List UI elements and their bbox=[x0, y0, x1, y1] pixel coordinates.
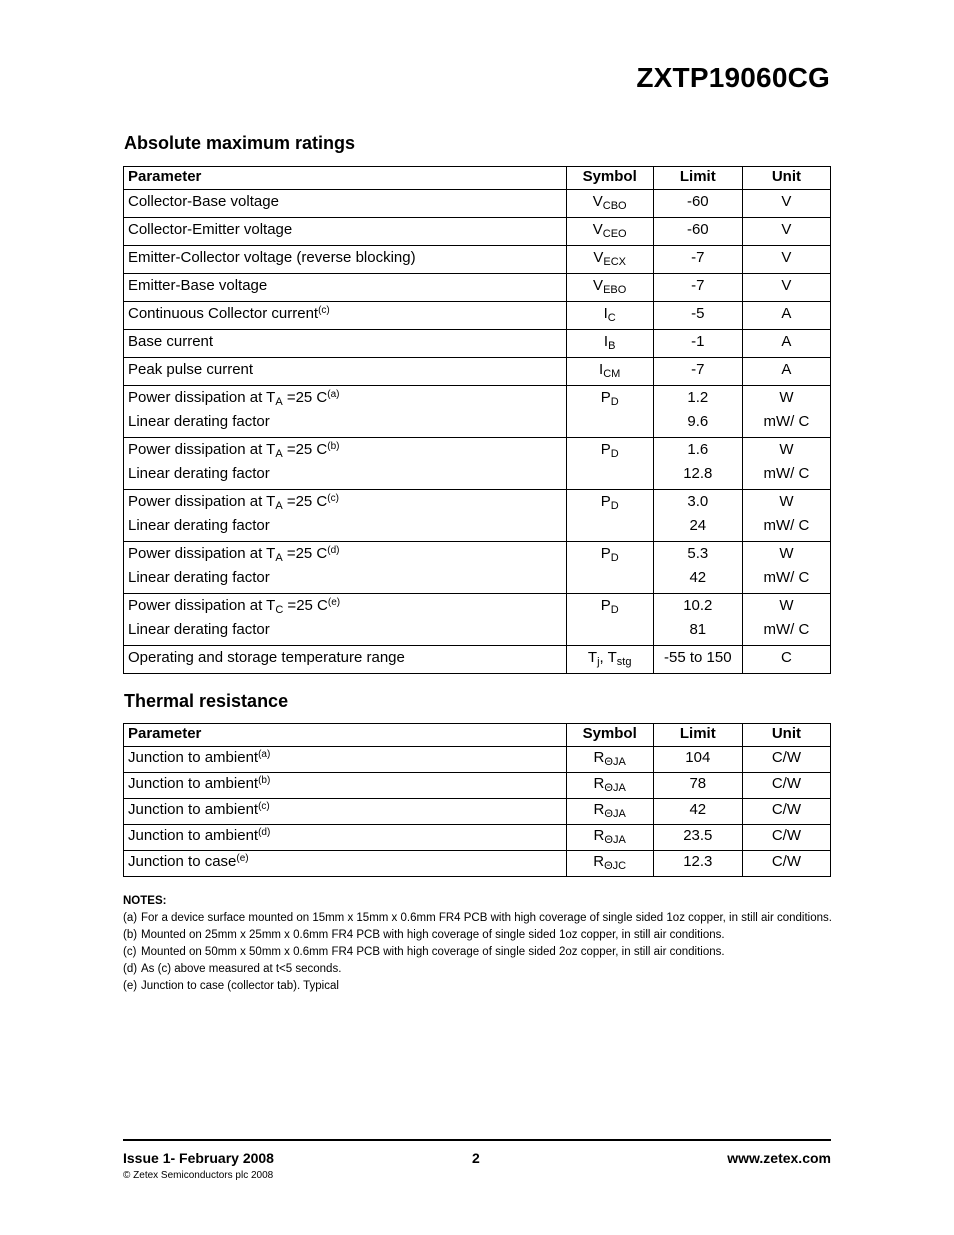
col-header-limit: Limit bbox=[653, 167, 742, 190]
symbol-subscript: B bbox=[608, 340, 616, 352]
unit-cell: A bbox=[742, 330, 830, 358]
limit-cell: -5 bbox=[653, 302, 742, 330]
param-text: Junction to ambient bbox=[128, 827, 259, 844]
unit-cell: C/W bbox=[742, 747, 830, 773]
unit-cell: C/W bbox=[742, 773, 830, 799]
param-cell bbox=[124, 542, 567, 594]
symbol-text: I bbox=[603, 305, 608, 322]
symbol-cell bbox=[566, 773, 653, 799]
param-cell bbox=[124, 386, 567, 438]
derating-param-line: Linear derating factor bbox=[128, 413, 270, 430]
limit-cell: 78 bbox=[653, 773, 742, 799]
limit-value: 9.6 bbox=[687, 413, 709, 430]
symbol-subscript: D bbox=[610, 500, 619, 512]
abs-max-title: Absolute maximum ratings bbox=[124, 133, 356, 153]
symbol-cell bbox=[566, 851, 653, 877]
symbol-subscript: D bbox=[610, 604, 619, 616]
symbol-text: I bbox=[599, 361, 604, 378]
param-cell bbox=[124, 851, 567, 877]
unit-cell: C/W bbox=[742, 799, 830, 825]
symbol-text: V bbox=[592, 221, 603, 238]
table-row bbox=[124, 646, 831, 674]
table-row bbox=[124, 773, 831, 799]
symbol-text: T bbox=[587, 649, 598, 666]
symbol-cell bbox=[566, 594, 653, 646]
symbol-cell bbox=[566, 799, 653, 825]
param-text: Junction to case bbox=[128, 853, 237, 870]
limit-cell: -7 bbox=[653, 246, 742, 274]
param-subscript: A bbox=[275, 448, 283, 460]
note-text: Junction to case (collector tab). Typical bbox=[141, 980, 339, 992]
param-text: Junction to ambient bbox=[128, 749, 259, 766]
symbol-subscript: ΘJA bbox=[604, 756, 626, 768]
limit-cell: -55 to 150 bbox=[653, 646, 742, 674]
abs-max-table bbox=[123, 166, 831, 674]
table-row bbox=[124, 386, 831, 438]
param-text: Emitter-Collector voltage (reverse blocking) bbox=[128, 249, 416, 266]
copyright-text: © Zetex Semiconductors plc 2008 bbox=[123, 1170, 274, 1181]
symbol-subscript: C bbox=[607, 312, 616, 324]
unit-cell bbox=[742, 542, 830, 594]
param-cell bbox=[124, 302, 567, 330]
limit-cell: -7 bbox=[653, 358, 742, 386]
symbol-cell bbox=[566, 274, 653, 302]
symbol-cell bbox=[566, 190, 653, 218]
unit-value: mW/ C bbox=[763, 517, 810, 534]
limit-cell bbox=[653, 542, 742, 594]
issue-date: Issue 1- February 2008 bbox=[123, 1150, 274, 1166]
table-row bbox=[124, 190, 831, 218]
param-cell: Operating and storage temperature range bbox=[124, 646, 567, 674]
power-param-line bbox=[128, 490, 562, 514]
power-param-line bbox=[128, 438, 562, 462]
table-header-row bbox=[124, 724, 831, 747]
notes-heading: NOTES: bbox=[123, 895, 167, 907]
limit-value: 1.2 bbox=[687, 389, 709, 406]
col-header-unit: Unit bbox=[742, 167, 830, 190]
unit-value: W bbox=[779, 493, 794, 510]
param-text: =25 C bbox=[282, 493, 328, 510]
symbol-text: V bbox=[593, 249, 604, 266]
unit-cell: A bbox=[742, 302, 830, 330]
param-text: Collector-Emitter voltage bbox=[128, 221, 293, 238]
limit-cell bbox=[653, 438, 742, 490]
note-ref: (c) bbox=[318, 305, 330, 316]
col-header-limit: Limit bbox=[653, 724, 742, 747]
symbol-text: P bbox=[600, 493, 611, 510]
param-cell bbox=[124, 747, 567, 773]
symbol-subscript: ΘJA bbox=[604, 782, 626, 794]
note-text: As (c) above measured at t<5 seconds. bbox=[141, 963, 342, 975]
limit-value: 24 bbox=[689, 517, 707, 534]
symbol-text: R bbox=[593, 801, 605, 818]
param-text: =25 C bbox=[283, 597, 328, 614]
param-text: Power dissipation at T bbox=[128, 389, 276, 406]
note-tag: (c) bbox=[123, 946, 137, 958]
symbol-cell bbox=[566, 646, 653, 674]
note-ref: (b) bbox=[327, 441, 340, 452]
param-subscript: C bbox=[275, 604, 284, 616]
symbol-subscript: ECX bbox=[603, 256, 626, 268]
unit-value: mW/ C bbox=[763, 413, 810, 430]
table-row bbox=[124, 438, 831, 490]
power-param-line bbox=[128, 542, 562, 566]
symbol-subscript: ΘJA bbox=[604, 808, 626, 820]
unit-value: W bbox=[779, 545, 794, 562]
param-text: Peak pulse current bbox=[128, 361, 254, 378]
param-subscript: A bbox=[275, 396, 283, 408]
symbol-text: V bbox=[592, 193, 603, 210]
unit-value: W bbox=[779, 441, 794, 458]
param-cell bbox=[124, 490, 567, 542]
symbol-cell bbox=[566, 330, 653, 358]
symbol-cell bbox=[566, 825, 653, 851]
website-link[interactable]: www.zetex.com bbox=[727, 1150, 831, 1166]
col-header-parameter: Parameter bbox=[124, 724, 567, 747]
param-subscript: A bbox=[275, 500, 283, 512]
param-cell bbox=[124, 594, 567, 646]
notes-section bbox=[123, 893, 833, 995]
note-ref: (c) bbox=[327, 493, 339, 504]
limit-cell: -60 bbox=[653, 218, 742, 246]
symbol-text: P bbox=[600, 441, 611, 458]
param-cell bbox=[124, 330, 567, 358]
param-text: Power dissipation at T bbox=[128, 597, 276, 614]
note-item bbox=[123, 961, 833, 978]
symbol-text: P bbox=[600, 545, 611, 562]
note-ref: (a) bbox=[327, 389, 340, 400]
derating-param-line: Linear derating factor bbox=[128, 517, 270, 534]
limit-value: 81 bbox=[689, 621, 707, 638]
limit-value: 42 bbox=[689, 569, 707, 586]
unit-cell bbox=[742, 594, 830, 646]
table-row bbox=[124, 246, 831, 274]
symbol-subscript: ΘJC bbox=[604, 860, 627, 872]
symbol-cell bbox=[566, 246, 653, 274]
param-text: Power dissipation at T bbox=[128, 493, 276, 510]
param-text: Junction to ambient bbox=[128, 775, 259, 792]
note-text: Mounted on 50mm x 50mm x 0.6mm FR4 PCB with high coverage of single sided 2oz copper, in still air conditions. bbox=[141, 946, 725, 958]
note-ref: (c) bbox=[258, 801, 270, 812]
limit-cell bbox=[653, 594, 742, 646]
symbol-text: , T bbox=[599, 649, 617, 666]
symbol-cell bbox=[566, 358, 653, 386]
symbol-cell bbox=[566, 386, 653, 438]
unit-value: W bbox=[779, 389, 794, 406]
note-text: Mounted on 25mm x 25mm x 0.6mm FR4 PCB with high coverage of single sided 1oz copper, in still air conditions. bbox=[141, 929, 725, 941]
limit-value: 1.6 bbox=[687, 441, 709, 458]
symbol-cell bbox=[566, 302, 653, 330]
part-number: ZXTP19060CG bbox=[636, 62, 830, 93]
symbol-cell bbox=[566, 438, 653, 490]
derating-param-line: Linear derating factor bbox=[128, 465, 270, 482]
param-text: Power dissipation at T bbox=[128, 441, 276, 458]
page-number: 2 bbox=[472, 1150, 480, 1166]
thermal-table bbox=[123, 723, 831, 877]
symbol-text: R bbox=[593, 775, 605, 792]
param-cell bbox=[124, 773, 567, 799]
symbol-cell bbox=[566, 747, 653, 773]
symbol-subscript: D bbox=[610, 552, 619, 564]
param-text: Power dissipation at T bbox=[128, 545, 276, 562]
power-param-line bbox=[128, 594, 562, 618]
unit-cell bbox=[742, 386, 830, 438]
note-tag: (a) bbox=[123, 912, 138, 924]
limit-cell bbox=[653, 490, 742, 542]
note-item bbox=[123, 944, 833, 961]
footer-divider bbox=[123, 1139, 831, 1141]
table-row bbox=[124, 851, 831, 877]
note-tag: (d) bbox=[123, 963, 138, 975]
symbol-subscript: CBO bbox=[602, 200, 627, 212]
unit-value: W bbox=[779, 597, 794, 614]
symbol-text: P bbox=[600, 597, 611, 614]
unit-cell: V bbox=[742, 218, 830, 246]
limit-cell: 104 bbox=[653, 747, 742, 773]
col-header-symbol: Symbol bbox=[566, 724, 653, 747]
note-ref: (e) bbox=[236, 853, 249, 864]
table-row bbox=[124, 274, 831, 302]
limit-cell: 42 bbox=[653, 799, 742, 825]
symbol-text: P bbox=[600, 389, 611, 406]
table-row bbox=[124, 490, 831, 542]
table-row bbox=[124, 594, 831, 646]
param-text: =25 C bbox=[282, 545, 328, 562]
unit-cell: C bbox=[742, 646, 830, 674]
param-cell bbox=[124, 799, 567, 825]
param-cell bbox=[124, 825, 567, 851]
symbol-subscript: stg bbox=[616, 656, 632, 668]
derating-param-line: Linear derating factor bbox=[128, 621, 270, 638]
note-ref: (b) bbox=[258, 775, 271, 786]
symbol-subscript: ΘJA bbox=[604, 834, 626, 846]
limit-cell: 12.3 bbox=[653, 851, 742, 877]
unit-cell: C/W bbox=[742, 825, 830, 851]
derating-param-line: Linear derating factor bbox=[128, 569, 270, 586]
param-text: Junction to ambient bbox=[128, 801, 259, 818]
limit-value: 12.8 bbox=[683, 465, 713, 482]
unit-value: mW/ C bbox=[763, 465, 810, 482]
table-header-row bbox=[124, 167, 831, 190]
limit-cell bbox=[653, 386, 742, 438]
limit-cell: 23.5 bbox=[653, 825, 742, 851]
table-row bbox=[124, 218, 831, 246]
note-ref: (d) bbox=[327, 545, 340, 556]
symbol-subscript: j bbox=[597, 656, 600, 668]
table-row bbox=[124, 302, 831, 330]
unit-cell: V bbox=[742, 274, 830, 302]
table-row bbox=[124, 330, 831, 358]
note-item bbox=[123, 910, 833, 927]
note-ref: (d) bbox=[258, 827, 271, 838]
param-cell bbox=[124, 358, 567, 386]
limit-value: 10.2 bbox=[683, 597, 713, 614]
table-row bbox=[124, 542, 831, 594]
param-text: =25 C bbox=[282, 389, 328, 406]
param-subscript: A bbox=[275, 552, 283, 564]
unit-cell bbox=[742, 490, 830, 542]
limit-value: 3.0 bbox=[687, 493, 709, 510]
symbol-cell bbox=[566, 490, 653, 542]
param-text: Collector-Base voltage bbox=[128, 193, 279, 210]
symbol-text: R bbox=[593, 749, 605, 766]
symbol-subscript: CEO bbox=[602, 228, 627, 240]
thermal-title: Thermal resistance bbox=[124, 691, 289, 711]
limit-cell: -1 bbox=[653, 330, 742, 358]
note-ref: (e) bbox=[327, 597, 341, 608]
table-row bbox=[124, 747, 831, 773]
note-item bbox=[123, 927, 833, 944]
power-param-line bbox=[128, 386, 562, 410]
param-cell bbox=[124, 438, 567, 490]
param-cell bbox=[124, 274, 567, 302]
symbol-subscript: D bbox=[610, 448, 619, 460]
symbol-text: R bbox=[593, 853, 605, 870]
note-ref: (a) bbox=[258, 749, 271, 760]
unit-cell: V bbox=[742, 190, 830, 218]
note-tag: (b) bbox=[123, 929, 138, 941]
unit-cell: C/W bbox=[742, 851, 830, 877]
param-text: Emitter-Base voltage bbox=[128, 277, 268, 294]
table-row bbox=[124, 358, 831, 386]
param-cell bbox=[124, 218, 567, 246]
unit-cell: A bbox=[742, 358, 830, 386]
limit-cell: -7 bbox=[653, 274, 742, 302]
unit-cell: V bbox=[742, 246, 830, 274]
symbol-subscript: D bbox=[610, 396, 619, 408]
param-text: Continuous Collector current bbox=[128, 305, 319, 322]
symbol-text: V bbox=[593, 277, 604, 294]
symbol-text: I bbox=[603, 333, 609, 350]
table-row bbox=[124, 799, 831, 825]
param-cell bbox=[124, 190, 567, 218]
note-text: For a device surface mounted on 15mm x 15mm x 0.6mm FR4 PCB with high coverage of single sided 1oz copper, in still air conditions. bbox=[141, 912, 832, 924]
symbol-subscript: CM bbox=[603, 368, 621, 380]
param-text: Base current bbox=[128, 333, 214, 350]
limit-cell: -60 bbox=[653, 190, 742, 218]
symbol-cell bbox=[566, 218, 653, 246]
note-tag: (e) bbox=[123, 980, 138, 992]
param-cell bbox=[124, 246, 567, 274]
symbol-subscript: EBO bbox=[603, 284, 627, 296]
col-header-unit: Unit bbox=[742, 724, 830, 747]
param-text: =25 C bbox=[282, 441, 328, 458]
limit-value: 5.3 bbox=[687, 545, 709, 562]
symbol-text: R bbox=[593, 827, 605, 844]
symbol-cell bbox=[566, 542, 653, 594]
unit-value: mW/ C bbox=[763, 569, 810, 586]
unit-cell bbox=[742, 438, 830, 490]
table-row bbox=[124, 825, 831, 851]
unit-value: mW/ C bbox=[763, 621, 810, 638]
note-item bbox=[123, 978, 833, 995]
col-header-parameter: Parameter bbox=[124, 167, 567, 190]
col-header-symbol: Symbol bbox=[566, 167, 653, 190]
